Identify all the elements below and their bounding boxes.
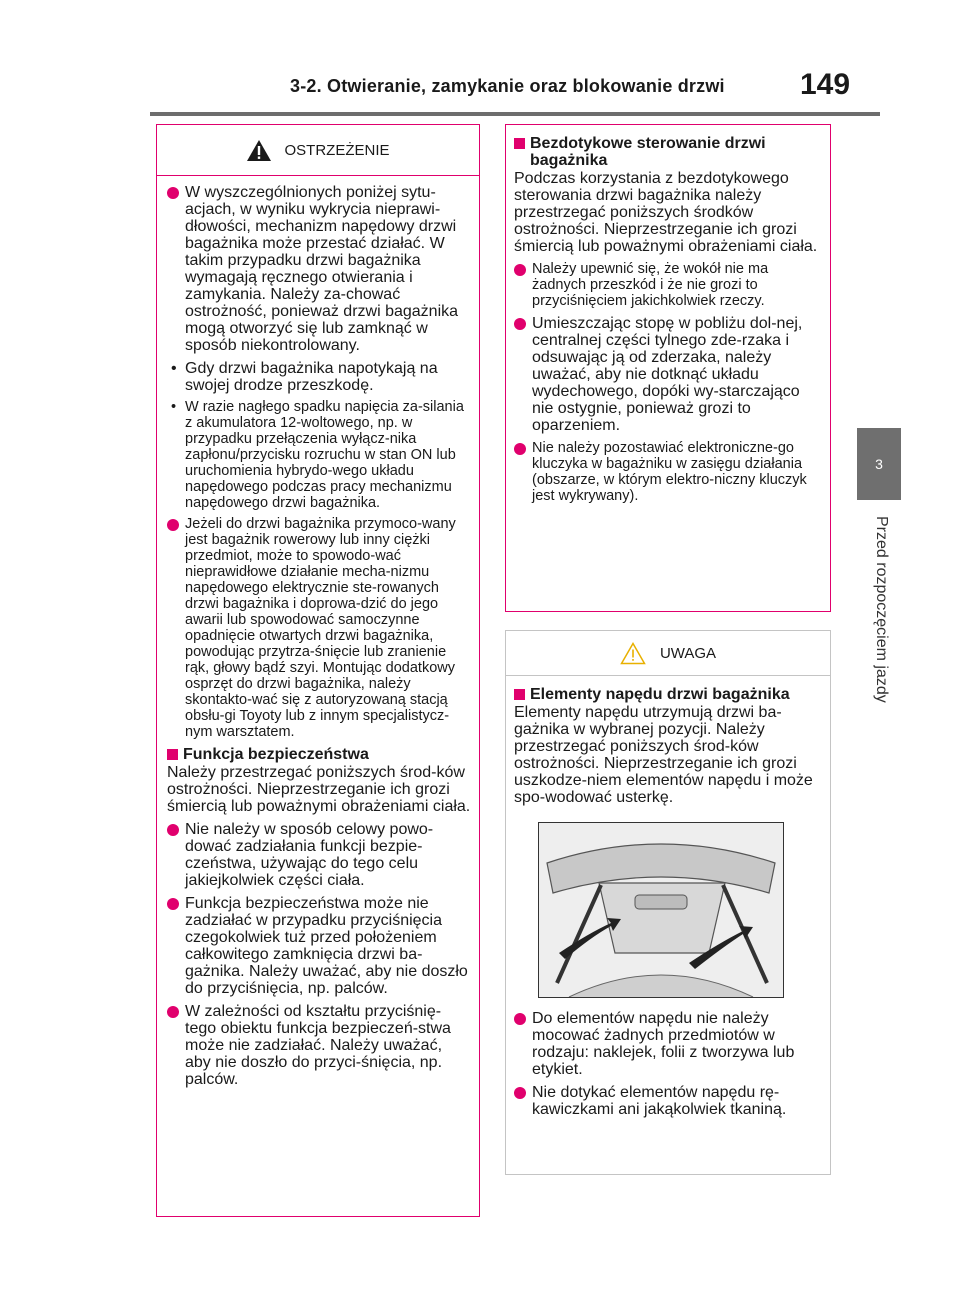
list-item	[514, 261, 820, 309]
note-body	[506, 676, 830, 1118]
section-intro: Podczas korzystania z bezdotykowego sterowania drzwi bagażnika należy przestrzegać poniższych środków ostrożności. Nieprzestrzeganie ich grozi śmiercią lub poważnymi obrażeniami ciała.	[514, 170, 818, 255]
warning-triangle-icon	[246, 139, 272, 162]
bullet-text: W wyszczególnionych poniżej sytu-acjach, w wyniku wykrycia nieprawi-dłowości, mechanizm napędowy drzwi bagażnika może przestać działać. W takim przypadku drzwi bagażnika wymagają ręcznego otwierania i zamykania. Należy za-chować ostrożność, ponieważ drzwi bagażnika mogą otworzyć się lub zamknąć w sposób niekontrolowany.	[185, 184, 459, 354]
section-heading: Funkcja bezpieczeństwa	[167, 746, 471, 763]
chapter-tab: 3	[857, 428, 901, 500]
list-item: • Gdy drzwi bagażnika napotykają na swojej drodze przeszkodę.	[171, 360, 438, 394]
note-box	[505, 630, 831, 1175]
header-rule	[150, 112, 880, 116]
warning-header	[157, 125, 479, 176]
dash-text: W razie nagłego spadku napięcia za-silania z akumulatora 12-woltowego, np. w przypadku przełączenia wyłącz-nika zapłonu/przycisku rozruchu w stan ON lub uruchomienia hybrydo-wego układu napędowego podczas pracy mechanizmu napędowego drzwi bagażnika.	[185, 399, 464, 511]
section-intro: Elementy napędu utrzymują drzwi ba-gażnika w wybranej pozycji. Należy przestrzegać poniższych środ-ków ostrożności. Nieprzestrzeganie ich grozi uszkodze-niem elementów napędu i może spo-wodować usterkę.	[514, 704, 813, 806]
list-item	[514, 1084, 820, 1118]
header-section-title: 3-2. Otwieranie, zamykanie oraz blokowanie drzwi	[290, 76, 725, 96]
bullet-text: Do elementów napędu nie należy mocować żadnych przedmiotów w rodzaju: naklejek, folii z tworzywa lub etykiet.	[532, 1010, 795, 1078]
section-intro: Należy przestrzegać poniższych środ-ków ostrożności. Nieprzestrzeganie ich grozi śmiercią lub poważnymi obrażeniami ciała.	[167, 764, 471, 815]
caution-triangle-outline-icon	[620, 642, 646, 665]
warning-body	[157, 176, 479, 1088]
list-item: • W razie nagłego spadku napięcia za-silania z akumulatora 12-woltowego, np. w przypadku przełączenia wyłącz-nika zapłonu/przycisku rozruchu w stan ON lub uruchomienia hybrydo-wego układu napędowego podczas pracy mechanizmu napędowego drzwi bagażnika.	[171, 399, 464, 511]
bullet-text: Jeżeli do drzwi bagażnika przymoco-wany jest bagażnik rowerowy lub inny ciężki przedmiot, może to spowodo-wać nieprawidłowe działanie mecha-nizmu napędowego elektrycznie ste-rowanych drzwi bagażnika i doprowa-dzić do jego awarii lub spowodować samoczynne opadnięcie otwartych drzwi bagażnika, powodując przytrza-śnięcie lub zranienie rąk, głowy bądź szyi. Montując dodatkowy osprzęt do drzwi bagażnika, należy skontakto-wać się z autoryzowaną stacją obsłu-gi Toyoty lub z innym specjalistycz-nym warsztatem.	[185, 516, 456, 740]
list-item	[167, 184, 471, 354]
list-item	[514, 1010, 820, 1078]
warning-box-continued	[505, 124, 831, 612]
bullet-text: W zależności od kształtu przyciśnię-tego obiektu funkcja bezpieczeń-stwa może nie zadziałać. Należy uważać, aby nie doszło do przyci-śnięcia, np. palców.	[185, 1003, 451, 1088]
note-title: UWAGA	[659, 644, 717, 662]
warning-box	[156, 124, 480, 1217]
bullet-text: Nie należy w sposób celowy powo-dować zadziałania funkcji bezpie-czeństwa, używając do tego celu jakiejkolwiek części ciała.	[185, 821, 434, 889]
tailgate-strut-illustration	[538, 822, 784, 998]
bullet-text: Funkcja bezpieczeństwa może nie zadziałać w przypadku przyciśnięcia czegokolwiek tuż przed położeniem całkowitego zamknięcia drzwi ba-gażnika. Należy uważać, aby nie doszło do przyciśnięcia, np. palców.	[185, 895, 468, 997]
section-heading: Elementy napędu drzwi bagażnika	[514, 686, 820, 703]
page-number: 149	[800, 68, 851, 101]
warning-title: OSTRZEŻENIE	[284, 141, 390, 159]
bullet-text: Należy upewnić się, że wokół nie ma żadnych przeszkód i że nie grozi to przyciśnięciem jakichkolwiek rzeczy.	[532, 261, 769, 309]
list-item	[514, 440, 820, 504]
bullet-text: Nie należy pozostawiać elektroniczne-go kluczyka w bagażniku w zasięgu działania (obszarze, w którym elektro-niczny kluczyk jest wykrywany).	[532, 440, 807, 504]
list-item	[167, 895, 471, 997]
bullet-text: Umieszczając stopę w pobliżu dol-nej, centralnej części tylnego zde-rzaka i odsuwając ją od zderzaka, należy uważać, aby nie dotknąć układu wydechowego, dopóki wy-starczająco nie ostygnie, ponieważ grozi to oparzeniem.	[532, 315, 803, 434]
list-item	[514, 315, 820, 434]
note-header	[506, 631, 830, 676]
list-item	[167, 821, 471, 889]
bullet-text: Nie dotykać elementów napędu rę-kawiczkami ani jakąkolwiek tkaniną.	[532, 1084, 787, 1118]
list-item	[167, 516, 471, 740]
warning-body	[506, 125, 830, 504]
chapter-side-label: Przed rozpoczęciem jazdy	[873, 516, 890, 703]
dash-text: Gdy drzwi bagażnika napotykają na swojej drodze przeszkodę.	[185, 360, 438, 394]
list-item	[167, 1003, 471, 1088]
section-heading: Bezdotykowe sterowanie drzwi bagażnika	[514, 135, 820, 169]
